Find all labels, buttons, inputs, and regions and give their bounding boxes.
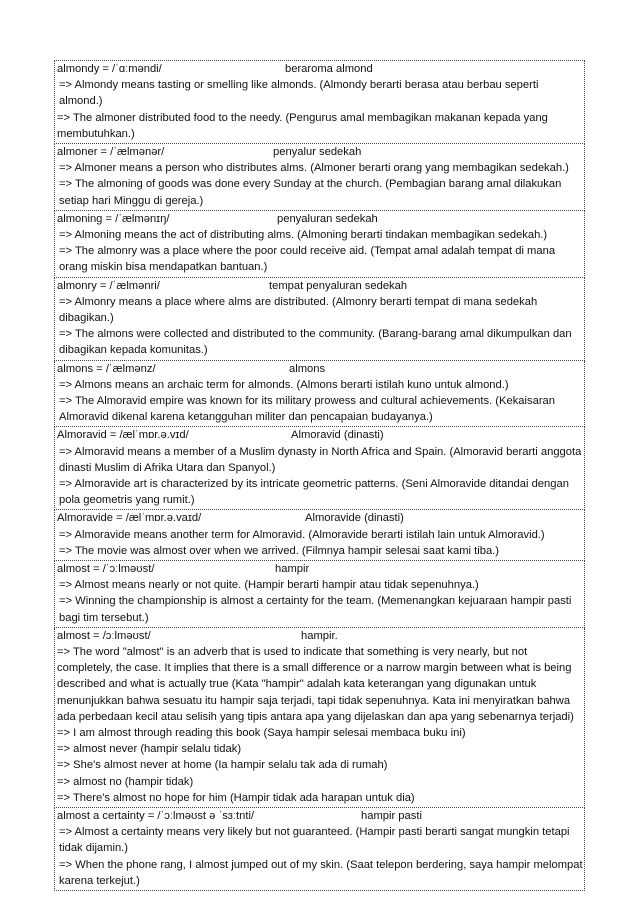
- entry-translation: penyaluran sedekah: [277, 212, 378, 225]
- entry-translation: hampir pasti: [361, 810, 422, 822]
- entry-term: Almoravide = /ælˈmɒr.ә.vaɪd/: [57, 512, 202, 525]
- entry-example: => She's almost never at home (Ia hampir selalu tak ada di rumah): [57, 759, 388, 772]
- entry-almost-a-certainty: [54, 808, 585, 891]
- entry-translation: Almoravide (dinasti): [305, 512, 404, 525]
- entry-header: [57, 561, 583, 577]
- entry-example: => The almoner distributed food to the needy. (Pengurus amal membagikan makanan kepada yang membutuhkan.): [57, 111, 548, 140]
- entry-almost: [54, 561, 585, 628]
- entry-translation: penyalur sedekah: [273, 146, 362, 158]
- entry-almondy: [54, 60, 585, 144]
- entry-header: [57, 628, 583, 644]
- entry-example: => Almondy means tasting or smelling like almonds. (Almondy berarti berasa atau berbau seperti almond.): [59, 79, 539, 108]
- entry-example: => Almost means nearly or not quite. (Hampir berarti hampir atau tidak sepenuhnya.): [59, 579, 479, 592]
- entry-almons: [54, 361, 585, 428]
- entry-term: almost = /ˈɔːlmәʊst/: [57, 562, 155, 575]
- entry-example: => The word "almost" is an adverb that is used to indicate that something is very nearly, but not completely, the case. It implies that there is a small difference or a narrow margin between what is being described and what is actually true (Kata "hampir" adalah kata keterangan yang digunakan untuk menunjukkan bahwa sesuatu itu hampir saja terjadi, tapi tidak sepenuhnya. Kata ini menyiratkan bahwa ada perbedaan kecil atau selisih yang tipis antara apa yang dijelaskan dan apa yang sebenarnya terjadi): [57, 645, 574, 723]
- entry-header: [57, 61, 583, 77]
- entry-example: => Almoravid means a member of a Muslim dynasty in North Africa and Spain. (Almoravid berarti anggota dinasti Muslim di Afrika Utara dan Spanyol.): [59, 445, 582, 474]
- entry-translation: tempat penyaluran sedekah: [269, 279, 408, 292]
- entry-header: [57, 278, 583, 294]
- entry-example: => The Almoravid empire was known for its military prowess and cultural achievements. (Kekaisaran Almoravid dikenal karena ketangguhan militer dan pencapaian budayanya.): [59, 394, 555, 424]
- entry-header: [57, 510, 583, 526]
- entry-example: => Almoravide means another term for Almoravid. (Almoravide berarti istilah lain untuk Almoravid.): [59, 528, 545, 541]
- entry-example: => When the phone rang, I almost jumped out of my skin. (Saat telepon berdering, saya hampir melompat karena terkejut.): [59, 858, 583, 887]
- entry-almoravide: [54, 510, 585, 561]
- entry-header: [57, 144, 583, 160]
- entry-translation: hampir.: [301, 629, 338, 642]
- entry-translation: Almoravid (dinasti): [291, 429, 384, 442]
- entry-example: => Almoravide art is characterized by its intricate geometric patterns. (Seni Almoravide ditandai dengan pola geometris yang rumit.): [59, 477, 569, 507]
- entry-almoner: [54, 144, 585, 211]
- entry-term: almonry = /ˈælmәnri/: [57, 279, 160, 292]
- entry-term: Almoravid = /ælˈmɒr.ә.vɪd/: [57, 429, 189, 442]
- entry-almoravid: [54, 427, 585, 510]
- entry-example: => Almost a certainty means very likely but not guaranteed. (Hampir pasti berarti sangat mungkin tetapi tidak dijamin.): [59, 826, 570, 855]
- entry-example: => Winning the championship is almost a certainty for the team. (Memenangkan kejuaraan hampir pasti bagi tim tersebut.): [59, 595, 572, 624]
- entry-almonry: [54, 278, 585, 361]
- dictionary-document: [54, 60, 585, 891]
- entry-example: => The almonry was a place where the poor could receive aid. (Tempat amal adalah tempat di mana orang miskin bisa mendapatkan bantuan.): [59, 245, 556, 274]
- entry-example: => almost never (hampir selalu tidak): [57, 743, 242, 756]
- entry-term: almoner = /ˈælmәnәr/: [57, 146, 165, 158]
- entry-translation: beraroma almond: [285, 63, 373, 75]
- entry-example: => The movie was almost over when we arrived. (Filmnya hampir selesai saat kami tiba.): [59, 544, 500, 557]
- entry-translation: hampir: [275, 562, 310, 575]
- entry-example: => Almoner means a person who distributes alms. (Almoner berarti orang yang membagikan sedekah.): [59, 162, 569, 175]
- entry-example: => Almons means an archaic term for almonds. (Almons berarti istilah kuno untuk almond.): [59, 378, 509, 391]
- entry-header: [57, 211, 583, 227]
- entry-example: => There's almost no hope for him (Hampir tidak ada harapan untuk dia): [57, 791, 415, 804]
- entry-header: [57, 427, 583, 443]
- entry-header: [57, 361, 583, 377]
- entry-term: almoning = /ˈælmәnɪŋ/: [57, 212, 170, 225]
- entry-term: almons = /ˈælmәnz/: [57, 362, 156, 375]
- entry-example: => I am almost through reading this book (Saya hampir selesai membaca buku ini): [57, 726, 466, 739]
- entry-example: => The almoning of goods was done every Sunday at the church. (Pembagian barang amal dilakukan setiap hari Minggu di gereja.): [59, 178, 562, 207]
- entry-example: => Almonry means a place where alms are distributed. (Almonry berarti tempat di mana sedekah dibagikan.): [59, 295, 538, 324]
- entry-term: almost = /ɔːlmәʊst/: [57, 629, 151, 642]
- entry-example: => almost no (hampir tidak): [57, 775, 194, 788]
- entry-translation: almons: [289, 362, 326, 375]
- entry-header: [57, 808, 583, 824]
- entry-example: => The almons were collected and distributed to the community. (Barang-barang amal dikumpulkan dan dibagikan kepada komunitas.): [59, 328, 572, 357]
- entry-almost-adverb: [54, 628, 585, 808]
- entry-term: almondy = /ˈɑːmәndi/: [57, 63, 162, 75]
- entry-almoning: [54, 211, 585, 278]
- entry-example: => Almoning means the act of distributing alms. (Almoning berarti tindakan membagikan sedekah.): [59, 228, 548, 241]
- entry-term: almost a certainty = /ˈɔːlmәʊst ә ˈsɜːtnti/: [57, 810, 255, 822]
